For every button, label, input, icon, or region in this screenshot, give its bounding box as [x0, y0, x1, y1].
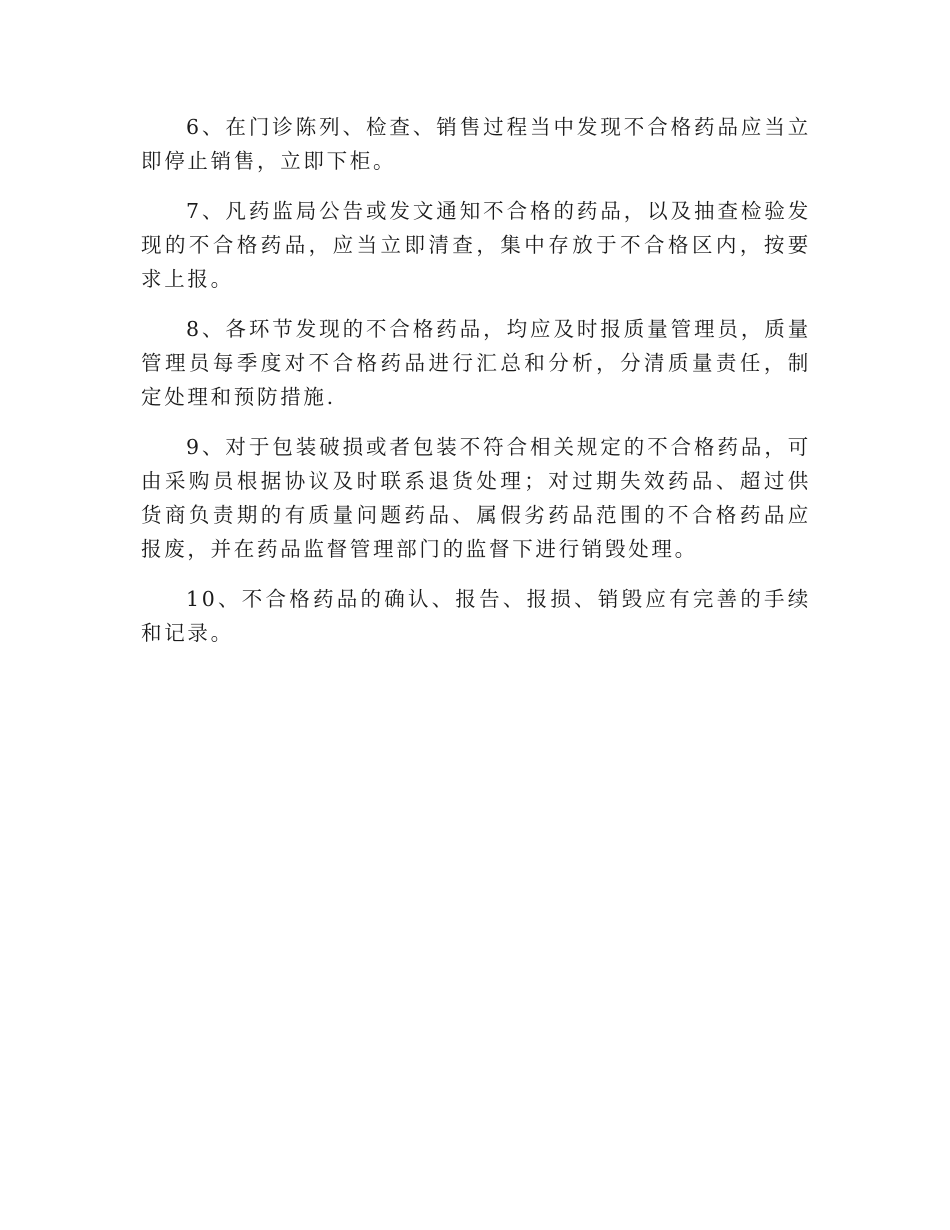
paragraph-item-8: 8、各环节发现的不合格药品，均应及时报质量管理员，质量管理员每季度对不合格药品进行汇总和分析，分清质量责任，制定处理和预防措施.: [141, 317, 811, 409]
paragraph-item-9: 9、对于包装破损或者包装不符合相关规定的不合格药品，可由采购员根据协议及时联系退货处理；对过期失效药品、超过供货商负责期的有质量问题药品、属假劣药品范围的不合格药品应报废，并在药品监督管理部门的监督下进行销毁处理。: [141, 435, 811, 561]
document-body: [141, 110, 811, 666]
paragraph-item-10: 10、不合格药品的确认、报告、报损、销毁应有完善的手续和记录。: [141, 587, 811, 645]
paragraph-item-7: 7、凡药监局公告或发文通知不合格的药品，以及抽查检验发现的不合格药品，应当立即清查，集中存放于不合格区内，按要求上报。: [141, 199, 811, 291]
paragraph-item-6: 6、在门诊陈列、检查、销售过程当中发现不合格药品应当立即停止销售，立即下柜。: [141, 115, 811, 173]
